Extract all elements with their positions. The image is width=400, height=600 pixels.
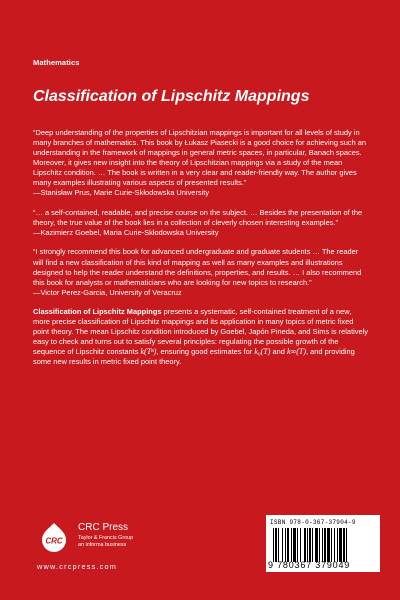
publisher-url: www.crcpress.com bbox=[37, 562, 118, 571]
quote-text: “I strongly recommend this book for advanced undergraduate and graduate students … The reader will find a new classification of this kind of mapping as well as many examples and illustrations designed to help the reader understand the definitions, properties, and results. … I also recommend this book for analysts or mathematicians who are looking for new topics to research.” bbox=[33, 247, 362, 287]
barcode-bar bbox=[337, 528, 338, 562]
barcode-bar bbox=[278, 528, 279, 562]
endorsement-quote bbox=[33, 128, 370, 198]
barcode-bar bbox=[339, 528, 342, 562]
book-summary bbox=[33, 307, 370, 367]
barcode-bar bbox=[307, 528, 308, 562]
endorsement-quote bbox=[33, 247, 370, 297]
quote-text: “Deep understanding of the properties of Lipschitzian mappings is important for all levels of study in many branches of mathematics. This book by Łukasz Piasecki is a good choice for achieving such an understanding in the framework of mappings in general metric spaces, in particular, Banach spaces. Moreover, it gives new insight into the theory of Lipschitzian mappings via a study of the mean Lipschitz condition. … The book is written in a very clear and reader-friendly way. The author gives many examples illustrating various aspects of presented results.” bbox=[33, 128, 367, 188]
summary-title: Classification of Lipschitz Mappings bbox=[33, 307, 162, 317]
barcode-bar bbox=[285, 528, 286, 562]
summary-text: , and providing some new results in metric fixed point theory. bbox=[33, 347, 355, 367]
barcode-bar bbox=[293, 528, 296, 562]
book-title: Classification of Lipschitz Mappings bbox=[33, 88, 310, 105]
crc-logo-icon bbox=[38, 521, 70, 553]
barcode-bar bbox=[334, 528, 335, 562]
math-expression: k∞(T) bbox=[287, 347, 307, 357]
summary-text: , ensuring good estimates for bbox=[156, 347, 255, 357]
category-label: Mathematics bbox=[33, 58, 80, 67]
math-expression: k₀(T) bbox=[254, 347, 271, 357]
summary-text: presents a systematic, self-contained treatment of a new, more precise classification of Lipschitz mappings and its application in many topics of metric fixed point theory. The mean Lipschitz condition introduced by Goebel, Japón Pineda, and Sims is relatively easy to check and turns out to satisfy several principles: regulating the possible growth of the sequence of Lipschitz constants bbox=[33, 307, 369, 357]
quote-text: “… a self-contained, readable, and precise course on the subject. … Besides the presentation of the theory, the true value of the book lies in a collection of cleverly chosen interesting examples.” bbox=[33, 207, 363, 227]
barcode-bar bbox=[315, 528, 318, 562]
barcode-bar bbox=[324, 528, 326, 562]
publisher-group bbox=[78, 535, 133, 548]
barcode-bar bbox=[322, 528, 323, 562]
barcode-bar bbox=[291, 528, 292, 562]
endorsement-quote bbox=[33, 208, 370, 238]
quote-attribution: —Victor Perez-Garcia, University of Veracruz bbox=[33, 287, 182, 297]
quote-attribution: —Kazimierz Goebel, Maria Curie-Skłodowska University bbox=[33, 227, 219, 237]
publisher-block bbox=[38, 519, 178, 579]
publisher-group-line: an informa business bbox=[78, 541, 127, 548]
publisher-name: CRC Press bbox=[78, 522, 129, 533]
barcode-bar bbox=[287, 528, 289, 562]
cover-text bbox=[33, 128, 370, 367]
barcode-bar bbox=[312, 528, 313, 562]
isbn-barcode-box bbox=[266, 515, 380, 572]
quote-attribution: —Stanisław Prus, Marie Curie-Skłodowska University bbox=[33, 188, 210, 198]
crc-logo-text: CRC bbox=[45, 536, 63, 546]
math-expression: k(Tⁿ) bbox=[140, 347, 157, 357]
barcode-bar bbox=[309, 528, 311, 562]
barcode-digits: 9 780367 379049 bbox=[268, 560, 351, 570]
summary-text: and bbox=[270, 347, 287, 357]
publisher-group-line: Taylor & Francis Group bbox=[78, 535, 134, 541]
barcode-bar bbox=[273, 528, 274, 562]
barcode-bar bbox=[304, 528, 306, 562]
barcode-bar bbox=[331, 528, 332, 562]
barcode-bar bbox=[343, 528, 345, 562]
barcode-bar bbox=[275, 528, 277, 562]
barcode-bar bbox=[300, 528, 301, 562]
barcode-bar bbox=[346, 528, 347, 562]
barcode-bar bbox=[297, 528, 298, 562]
barcode-bar bbox=[282, 528, 283, 562]
barcode-bar bbox=[327, 528, 330, 562]
barcode-icon bbox=[272, 528, 374, 562]
barcode-bar bbox=[319, 528, 320, 562]
isbn-label: ISBN 978-0-367-37904-9 bbox=[270, 519, 356, 526]
